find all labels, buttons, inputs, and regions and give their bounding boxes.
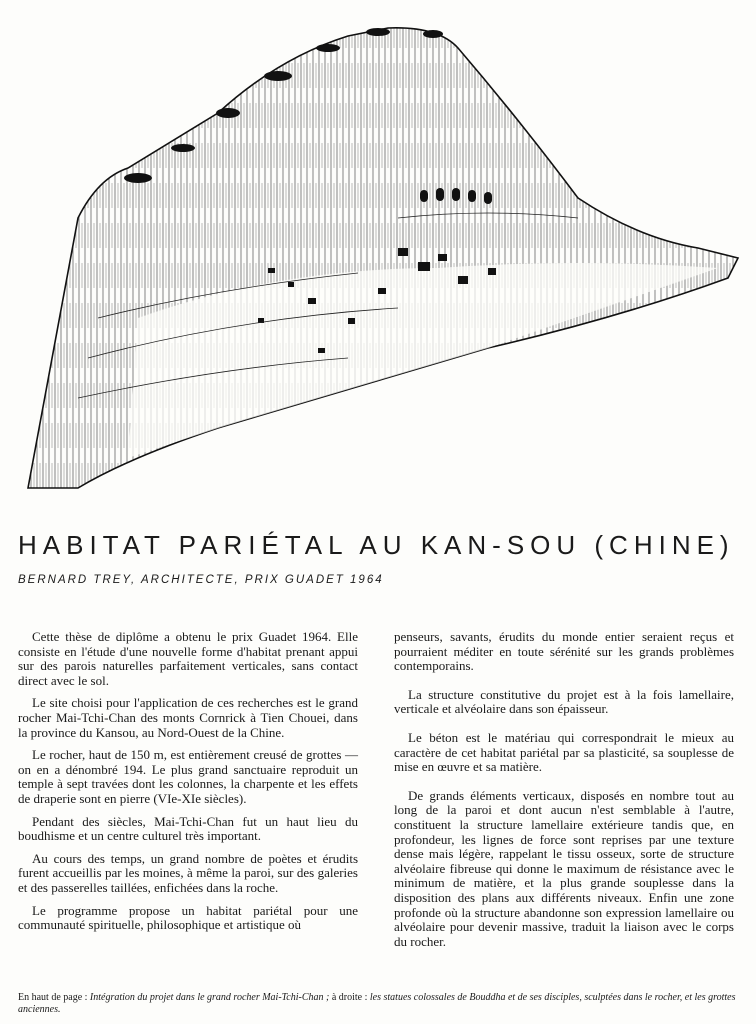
left-column [18,630,358,941]
article-byline: BERNARD TREY, ARCHITECTE, PRIX GUADET 1964 [18,574,384,586]
figure-caption [18,992,748,1016]
caption-text-right: les statues colossales de Bouddha et de ses disciples, sculptées dans le rocher, et les grottes anciennes. [18,992,736,1015]
right-column [394,630,734,963]
article-title: HABITAT PARIÉTAL AU KAN-SOU (CHINE) [18,530,735,560]
caption-text-top: Intégration du projet dans le grand rocher Mai-Tchi-Chan ; [89,992,330,1003]
paragraph: Au cours des temps, un grand nombre de poètes et érudits furent accueillis par les moines, à même la paroi, sur des galeries et des passerelles taillées, enfichées dans la roche. [18,850,358,895]
paragraph: Le béton est le matériau qui correspondrait le mieux au caractère de cet habitat pariétal par sa plasticité, sa souplesse de mise en œuvre et sa matière. [394,729,734,775]
rock-illustration [18,18,744,498]
paragraph: De grands éléments verticaux, disposés en nombre tout au long de la paroi et dont aucun n'est semblable à l'autre, constituent la structure lamellaire extérieure tandis que, en profondeur, les lignes de force sont reprises par une texture dense mais légère, rappelant le tissu osseux, sorte de structure alvéolaire fibreuse qui donne le maximum de résistance avec le minimum de matière, et la plus grande souplesse dans la disposition des plans aux différents niveaux. Enfin une zone profonde où la structure abandonne son expression lamellaire ou alvéolaire pour devenir massive, traduit la liaison avec le corps du rocher. [394,787,734,949]
caption-label-top: En haut de page : [18,992,88,1003]
caption-label-right: à droite : [331,992,368,1003]
paragraph: Le rocher, haut de 150 m, est entièrement creusé de grottes — on en a dénombré 194. Le plus grand sanctuaire reproduit un temple à sept travées dont les colonnes, la charpente et les effets de draperie sont en pierre (VIe-XIe siècles). [18,747,358,806]
paragraph: Le site choisi pour l'application de ces recherches est le grand rocher Mai-Tchi-Chan des monts Cornrick à Tien Chouei, dans la province du Kansou, au Nord-Ouest de la Chine. [18,695,358,740]
paragraph: Pendant des siècles, Mai-Tchi-Chan fut un haut lieu du boudhisme et un centre culturel très important. [18,813,358,844]
paragraph: penseurs, savants, érudits du monde entier seraient reçus et pourraient méditer en toute sérénité sur les grands problèmes contemporains. [394,629,734,674]
paragraph: Cette thèse de diplôme a obtenu le prix Guadet 1964. Elle consiste en l'étude d'une nouvelle forme d'habitat prenant appui sur des parois naturelles parfaitement verticales, sans contact direct avec le sol. [18,629,358,688]
paragraph: La structure constitutive du projet est à la fois lamellaire, verticale et alvéolaire dans son épaisseur. [394,686,734,717]
paragraph: Le programme propose un habitat pariétal pour une communauté spirituelle, philosophique et artistique où [18,902,358,933]
